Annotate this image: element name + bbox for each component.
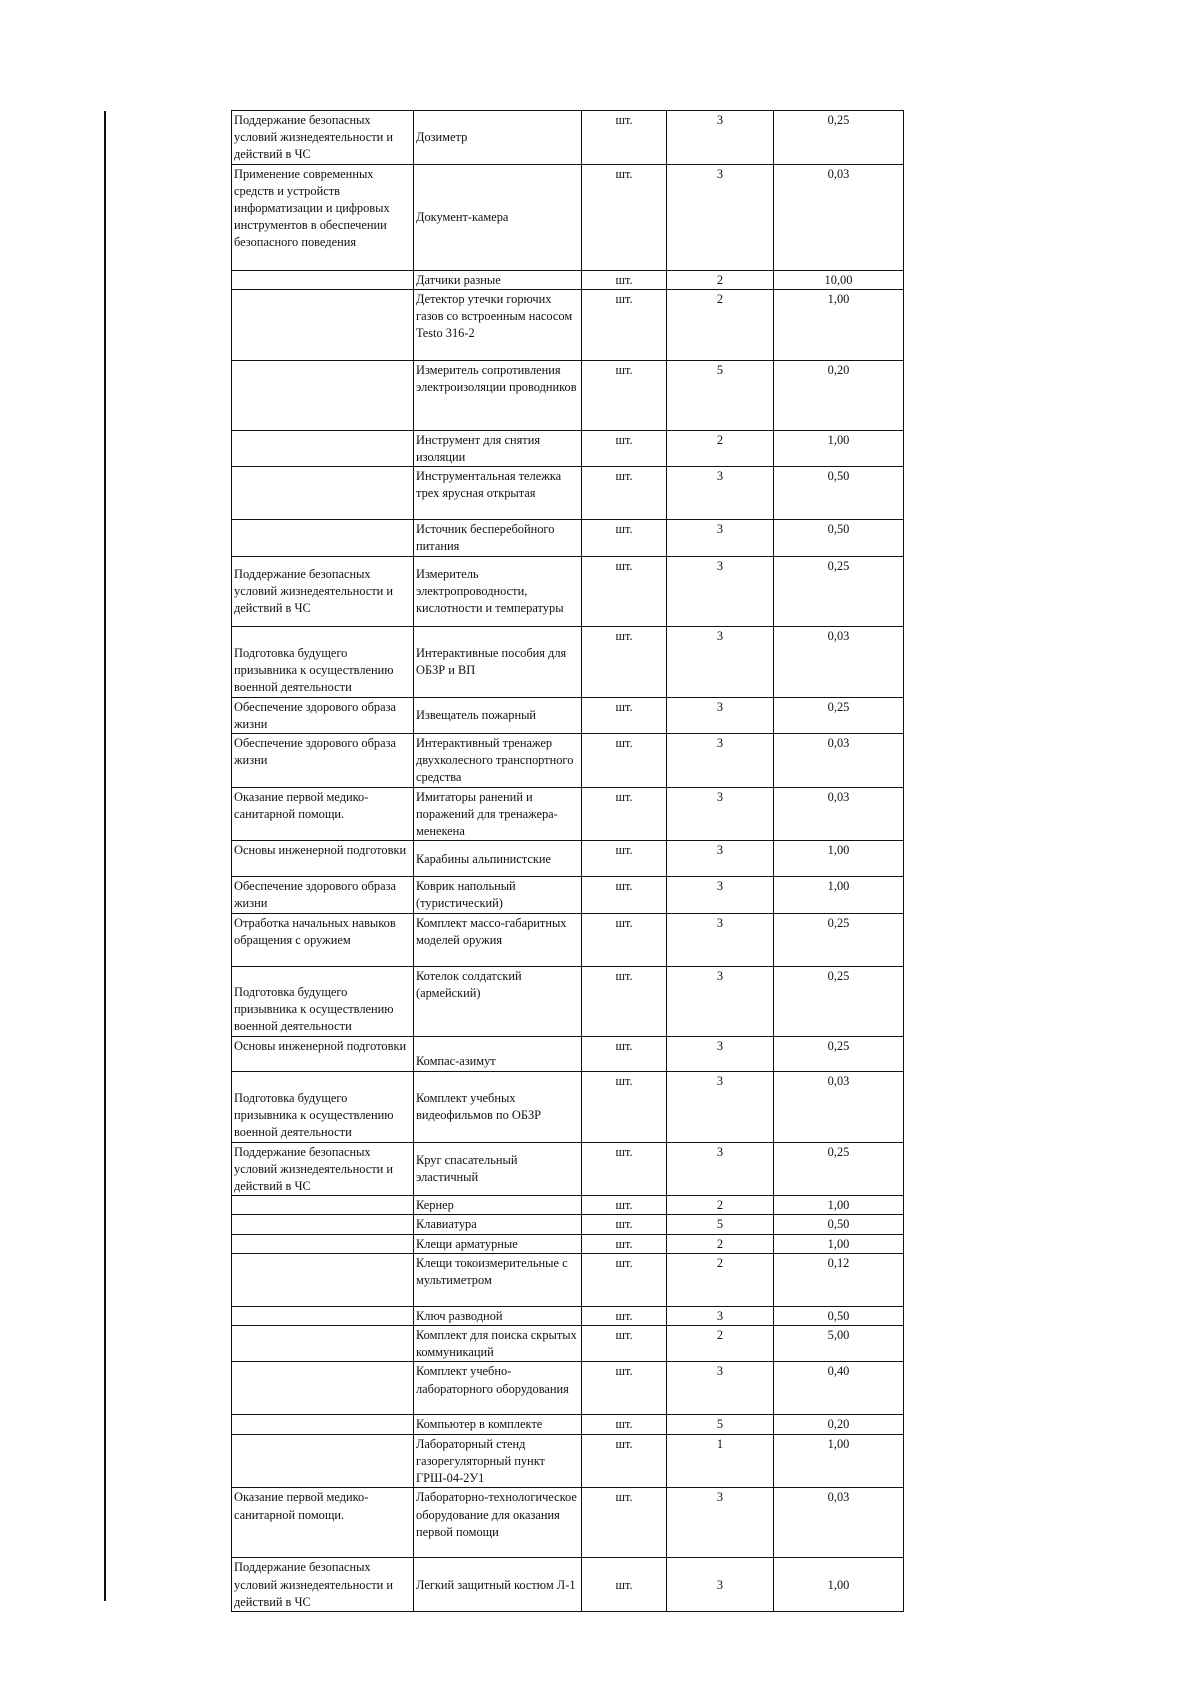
table-row <box>232 1415 904 1434</box>
table-row <box>232 1558 904 1612</box>
section-cell <box>232 1215 414 1234</box>
item-name-cell: Интерактивные пособия для ОБЗР и ВП <box>414 626 582 697</box>
unit-cell: шт. <box>582 289 667 360</box>
section-cell <box>232 1306 414 1325</box>
unit-cell: шт. <box>582 697 667 733</box>
value-cell: 1,00 <box>774 877 904 913</box>
equipment-table <box>231 110 904 1612</box>
item-name-cell: Комплект для поиска скрытых коммуникаций <box>414 1326 582 1362</box>
section-cell: Обеспечение здорового образа жизни <box>232 734 414 788</box>
table-row <box>232 1326 904 1362</box>
quantity-cell: 1 <box>667 1434 774 1488</box>
table-row <box>232 734 904 788</box>
item-name-cell: Источник бесперебойного питания <box>414 520 582 556</box>
value-cell: 0,50 <box>774 1215 904 1234</box>
item-name-cell: Круг спасательный эластичный <box>414 1142 582 1196</box>
item-name-cell: Легкий защитный костюм Л-1 <box>414 1558 582 1612</box>
unit-cell: шт. <box>582 1142 667 1196</box>
item-name-cell: Дозиметр <box>414 111 582 165</box>
section-cell <box>232 1326 414 1362</box>
unit-cell: шт. <box>582 1326 667 1362</box>
table-row <box>232 164 904 270</box>
section-cell: Поддержание безопасных условий жизнедеятельности и действий в ЧС <box>232 111 414 165</box>
value-cell: 0,03 <box>774 787 904 841</box>
quantity-cell: 2 <box>667 1253 774 1306</box>
section-cell: Поддержание безопасных условий жизнедеятельности и действий в ЧС <box>232 1558 414 1612</box>
quantity-cell: 2 <box>667 1234 774 1253</box>
quantity-cell: 3 <box>667 877 774 913</box>
item-name-cell: Клещи токоизмерительные с мультиметром <box>414 1253 582 1306</box>
value-cell: 0,03 <box>774 1488 904 1558</box>
unit-cell: шт. <box>582 734 667 788</box>
value-cell: 0,25 <box>774 1036 904 1071</box>
item-name-cell: Компьютер в комплекте <box>414 1415 582 1434</box>
section-cell: Поддержание безопасных условий жизнедеятельности и действий в ЧС <box>232 1142 414 1196</box>
value-cell: 0,50 <box>774 520 904 556</box>
value-cell: 0,25 <box>774 913 904 966</box>
value-cell: 0,20 <box>774 360 904 430</box>
unit-cell: шт. <box>582 1415 667 1434</box>
unit-cell: шт. <box>582 1253 667 1306</box>
unit-cell: шт. <box>582 877 667 913</box>
value-cell: 0,03 <box>774 164 904 270</box>
section-cell: Основы инженерной подготовки <box>232 1036 414 1071</box>
value-cell: 1,00 <box>774 430 904 466</box>
value-cell: 0,25 <box>774 1142 904 1196</box>
quantity-cell: 2 <box>667 1196 774 1215</box>
item-name-cell: Инструмент для снятия изоляции <box>414 430 582 466</box>
value-cell: 1,00 <box>774 1434 904 1488</box>
table-row <box>232 1071 904 1142</box>
section-cell: Отработка начальных навыков обращения с оружием <box>232 913 414 966</box>
unit-cell: шт. <box>582 841 667 877</box>
section-cell: Подготовка будущего призывника к осуществлению военной деятельности <box>232 1071 414 1142</box>
section-cell: Обеспечение здорового образа жизни <box>232 697 414 733</box>
value-cell: 0,50 <box>774 467 904 520</box>
unit-cell: шт. <box>582 556 667 626</box>
value-cell: 0,12 <box>774 1253 904 1306</box>
unit-cell: шт. <box>582 1215 667 1234</box>
unit-cell: шт. <box>582 1196 667 1215</box>
value-cell: 1,00 <box>774 1196 904 1215</box>
table-row <box>232 1196 904 1215</box>
quantity-cell: 3 <box>667 1558 774 1612</box>
quantity-cell: 3 <box>667 556 774 626</box>
item-name-cell: Клещи арматурные <box>414 1234 582 1253</box>
quantity-cell: 3 <box>667 1142 774 1196</box>
section-cell <box>232 1234 414 1253</box>
value-cell: 1,00 <box>774 1234 904 1253</box>
unit-cell: шт. <box>582 966 667 1036</box>
unit-cell: шт. <box>582 1036 667 1071</box>
item-name-cell: Комплект учебных видеофильмов по ОБЗР <box>414 1071 582 1142</box>
value-cell: 1,00 <box>774 841 904 877</box>
item-name-cell: Карабины альпинистские <box>414 841 582 877</box>
value-cell: 0,40 <box>774 1362 904 1415</box>
item-name-cell: Документ-камера <box>414 164 582 270</box>
value-cell: 1,00 <box>774 1558 904 1612</box>
quantity-cell: 3 <box>667 520 774 556</box>
quantity-cell: 3 <box>667 467 774 520</box>
quantity-cell: 3 <box>667 1362 774 1415</box>
table-row <box>232 1362 904 1415</box>
table-row <box>232 697 904 733</box>
section-cell: Применение современных средств и устройств информатизации и цифровых инструментов в обеспечении безопасного поведения <box>232 164 414 270</box>
quantity-cell: 2 <box>667 289 774 360</box>
item-name-cell: Интерактивный тренажер двухколесного транспортного средства <box>414 734 582 788</box>
section-cell <box>232 1362 414 1415</box>
table-row <box>232 966 904 1036</box>
table-row <box>232 270 904 289</box>
quantity-cell: 2 <box>667 430 774 466</box>
unit-cell: шт. <box>582 1071 667 1142</box>
table-row <box>232 289 904 360</box>
table-row <box>232 520 904 556</box>
unit-cell: шт. <box>582 270 667 289</box>
unit-cell: шт. <box>582 913 667 966</box>
table-row <box>232 913 904 966</box>
item-name-cell: Котелок солдатский (армейский) <box>414 966 582 1036</box>
value-cell: 0,25 <box>774 966 904 1036</box>
table-row <box>232 111 904 165</box>
section-cell: Подготовка будущего призывника к осуществлению военной деятельности <box>232 626 414 697</box>
section-cell: Обеспечение здорового образа жизни <box>232 877 414 913</box>
item-name-cell: Ключ разводной <box>414 1306 582 1325</box>
section-cell <box>232 520 414 556</box>
item-name-cell: Кернер <box>414 1196 582 1215</box>
table-row <box>232 626 904 697</box>
unit-cell: шт. <box>582 360 667 430</box>
quantity-cell: 3 <box>667 734 774 788</box>
quantity-cell: 3 <box>667 841 774 877</box>
item-name-cell: Коврик напольный (туристический) <box>414 877 582 913</box>
item-name-cell: Лабораторно-технологическое оборудование для оказания первой помощи <box>414 1488 582 1558</box>
item-name-cell: Детектор утечки горючих газов со встроенным насосом Testo 316-2 <box>414 289 582 360</box>
unit-cell: шт. <box>582 1362 667 1415</box>
quantity-cell: 5 <box>667 1215 774 1234</box>
unit-cell: шт. <box>582 111 667 165</box>
unit-cell: шт. <box>582 164 667 270</box>
unit-cell: шт. <box>582 787 667 841</box>
table-body <box>232 111 904 1612</box>
unit-cell: шт. <box>582 467 667 520</box>
section-cell: Оказание первой медико-санитарной помощи. <box>232 787 414 841</box>
section-cell <box>232 289 414 360</box>
item-name-cell: Инструментальная тележка трех ярусная открытая <box>414 467 582 520</box>
value-cell: 5,00 <box>774 1326 904 1362</box>
item-name-cell: Датчики разные <box>414 270 582 289</box>
value-cell: 0,03 <box>774 626 904 697</box>
section-cell <box>232 467 414 520</box>
value-cell: 0,20 <box>774 1415 904 1434</box>
table-row <box>232 1142 904 1196</box>
quantity-cell: 2 <box>667 1326 774 1362</box>
quantity-cell: 3 <box>667 626 774 697</box>
item-name-cell: Измеритель сопротивления электроизоляции проводников <box>414 360 582 430</box>
section-cell: Поддержание безопасных условий жизнедеятельности и действий в ЧС <box>232 556 414 626</box>
table-row <box>232 787 904 841</box>
item-name-cell: Комплект массо-габаритных моделей оружия <box>414 913 582 966</box>
table-row <box>232 1306 904 1325</box>
table-row <box>232 430 904 466</box>
section-cell <box>232 1434 414 1488</box>
table-row <box>232 1434 904 1488</box>
quantity-cell: 3 <box>667 1306 774 1325</box>
item-name-cell: Извещатель пожарный <box>414 697 582 733</box>
section-cell <box>232 430 414 466</box>
item-name-cell: Комплект учебно-лабораторного оборудования <box>414 1362 582 1415</box>
section-cell <box>232 270 414 289</box>
item-name-cell: Клавиатура <box>414 1215 582 1234</box>
table-row <box>232 877 904 913</box>
section-cell <box>232 1415 414 1434</box>
table-row <box>232 1488 904 1558</box>
table-row <box>232 1036 904 1071</box>
quantity-cell: 3 <box>667 697 774 733</box>
quantity-cell: 3 <box>667 111 774 165</box>
item-name-cell: Измеритель электропроводности, кислотности и температуры <box>414 556 582 626</box>
quantity-cell: 3 <box>667 913 774 966</box>
unit-cell: шт. <box>582 1234 667 1253</box>
unit-cell: шт. <box>582 1434 667 1488</box>
section-cell: Основы инженерной подготовки <box>232 841 414 877</box>
table-row <box>232 1234 904 1253</box>
table-row <box>232 467 904 520</box>
left-margin-line <box>104 111 106 1601</box>
value-cell: 0,25 <box>774 697 904 733</box>
value-cell: 0,03 <box>774 1071 904 1142</box>
quantity-cell: 3 <box>667 1071 774 1142</box>
value-cell: 0,25 <box>774 556 904 626</box>
quantity-cell: 5 <box>667 1415 774 1434</box>
section-cell <box>232 1196 414 1215</box>
quantity-cell: 3 <box>667 787 774 841</box>
unit-cell: шт. <box>582 1558 667 1612</box>
quantity-cell: 2 <box>667 270 774 289</box>
value-cell: 10,00 <box>774 270 904 289</box>
quantity-cell: 3 <box>667 1036 774 1071</box>
item-name-cell: Лабораторный стенд газорегуляторный пункт ГРШ-04-2У1 <box>414 1434 582 1488</box>
section-cell <box>232 1253 414 1306</box>
unit-cell: шт. <box>582 626 667 697</box>
unit-cell: шт. <box>582 520 667 556</box>
unit-cell: шт. <box>582 1306 667 1325</box>
value-cell: 0,50 <box>774 1306 904 1325</box>
quantity-cell: 3 <box>667 1488 774 1558</box>
table-row <box>232 360 904 430</box>
value-cell: 1,00 <box>774 289 904 360</box>
value-cell: 0,03 <box>774 734 904 788</box>
section-cell: Подготовка будущего призывника к осуществлению военной деятельности <box>232 966 414 1036</box>
section-cell: Оказание первой медико-санитарной помощи. <box>232 1488 414 1558</box>
unit-cell: шт. <box>582 430 667 466</box>
quantity-cell: 3 <box>667 164 774 270</box>
table-row <box>232 1215 904 1234</box>
value-cell: 0,25 <box>774 111 904 165</box>
unit-cell: шт. <box>582 1488 667 1558</box>
table-row <box>232 556 904 626</box>
section-cell <box>232 360 414 430</box>
table-row <box>232 1253 904 1306</box>
table-row <box>232 841 904 877</box>
item-name-cell: Имитаторы ранений и поражений для тренажера-менекена <box>414 787 582 841</box>
item-name-cell: Компас-азимут <box>414 1036 582 1071</box>
quantity-cell: 3 <box>667 966 774 1036</box>
quantity-cell: 5 <box>667 360 774 430</box>
